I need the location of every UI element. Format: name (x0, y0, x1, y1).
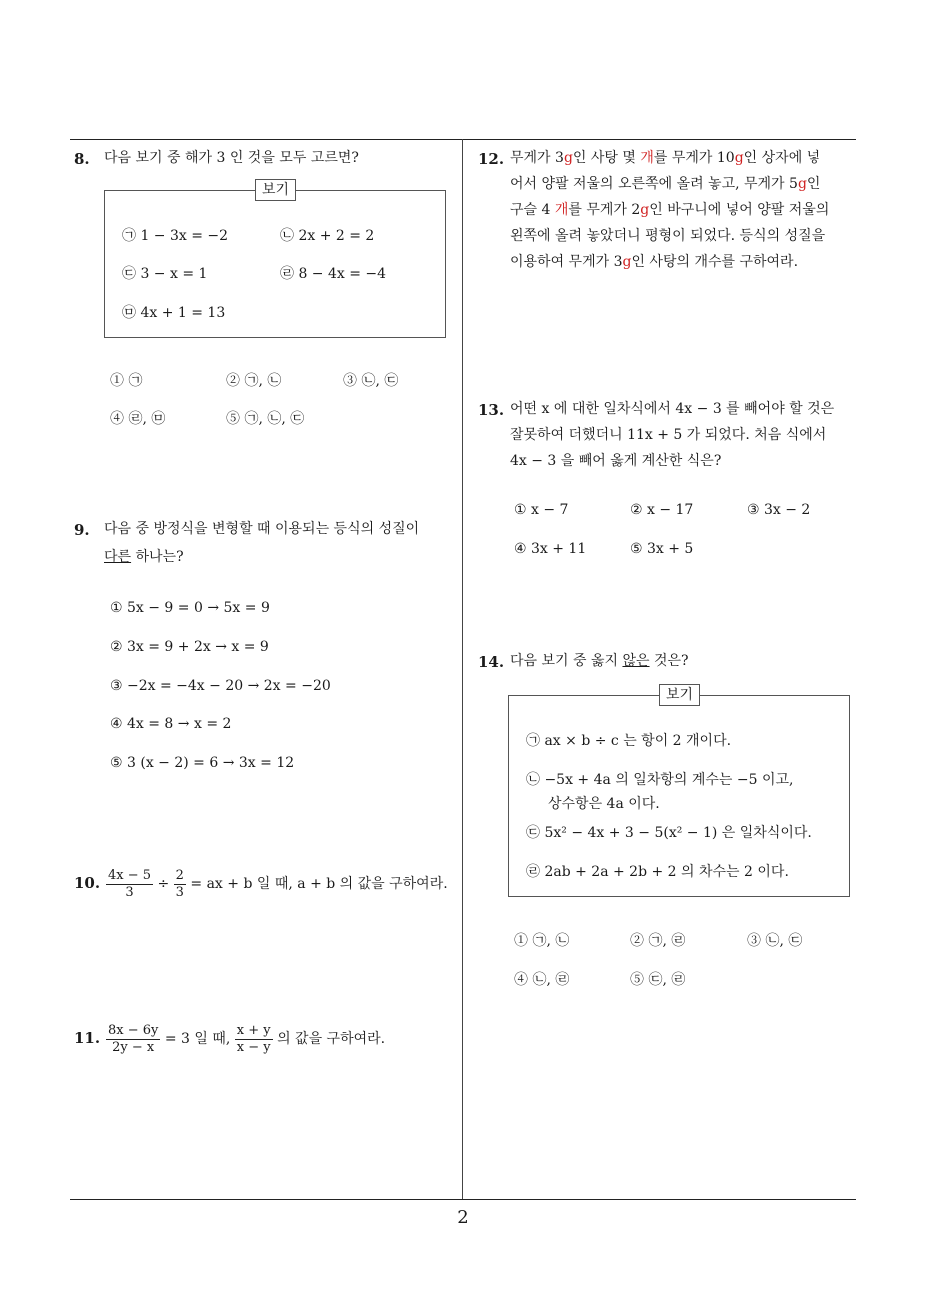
question-text: 어떤 x 에 대한 일차식에서 4x − 3 를 빼어야 할 것은 잘못하여 더했더니 11x + 5 가 되었다. 처음 식에서 4x − 3 을 빼어 옳게 계산한 식은? (510, 401, 835, 469)
question-number: 13. (478, 401, 505, 419)
answer-choice[interactable]: ④ ㉣, ㉤ (110, 411, 166, 427)
answer-choice[interactable]: ⑤ ㉠, ㉡, ㉢ (226, 411, 305, 427)
underlined-word: 않은 (622, 653, 650, 669)
question-text: 다음 보기 중 해가 3 인 것을 모두 고르면? (104, 150, 359, 166)
column-divider (462, 139, 463, 1200)
answer-choice[interactable]: ① 5x − 9 = 0 → 5x = 9 (110, 600, 270, 616)
question-number: 14. (478, 653, 505, 671)
question-text: $\frac{4x - 5}{3}$ ÷ $\frac{2}{3}$ = ax + b 일 때, a + b 의 값을 구하여라. (108, 867, 448, 900)
question-number: 10. (74, 874, 101, 892)
question-text: $\frac{8x - 6y}{2y - x}$ = 3 일 때, $\frac{x + y}{x - y}$ 의 값을 구하여라. (108, 1022, 386, 1055)
box-title: 보기 (659, 684, 700, 706)
answer-choice[interactable]: ② ㉠, ㉣ (630, 933, 686, 949)
question-number: 8. (74, 150, 90, 168)
answer-choice[interactable]: ① x − 7 (514, 502, 569, 518)
question-text-rest: 하나는? (131, 549, 184, 565)
question-text: 무게가 3g인 사탕 몇 개를 무게가 10g인 상자에 넣 어서 양팔 저울의 오른쪽에 올려 놓고, 무게가 5g인 구슬 4 개를 무게가 2g인 바구니에 넣어 양팔 저울의 왼쪽에 올려 놓았더니 평형이 되었다. 등식의 성질을 이용하여 무게가 3g인 사탕의 개수를 구하여라. (510, 150, 830, 270)
box-item: ㉠ 1 − 3x = −2 (122, 228, 229, 244)
box-title: 보기 (255, 179, 296, 201)
answer-choice[interactable]: ③ 3x − 2 (747, 502, 811, 518)
box-item: ㉤ 4x + 1 = 13 (122, 305, 226, 321)
answer-choice[interactable]: ④ 3x + 11 (514, 541, 587, 557)
answer-choice[interactable]: ③ ㉡, ㉢ (747, 933, 803, 949)
top-rule (70, 139, 856, 140)
question-text: 다음 보기 중 옳지 않은 것은? (510, 653, 689, 669)
box-item: ㉣ 8 − 4x = −4 (280, 266, 387, 282)
question-number: 12. (478, 150, 505, 168)
answer-choice[interactable]: ② 3x = 9 + 2x → x = 9 (110, 639, 269, 655)
box-item: ㉡ −5x + 4a 의 일차항의 계수는 −5 이고, (526, 772, 794, 788)
question-text: 다음 중 방정식을 변형할 때 이용되는 등식의 성질이 (104, 521, 420, 537)
answer-choice[interactable]: ⑤ 3x + 5 (630, 541, 694, 557)
answer-choice[interactable]: ① ㉠, ㉡ (514, 933, 570, 949)
answer-choice[interactable]: ⑤ ㉢, ㉣ (630, 972, 686, 988)
box-item: ㉡ 2x + 2 = 2 (280, 228, 375, 244)
page-number: 2 (457, 1207, 469, 1228)
box-item: ㉠ ax × b ÷ c 는 항이 2 개이다. (526, 733, 732, 749)
box-item-continued: 상수항은 4a 이다. (548, 796, 660, 812)
box-item: ㉣ 2ab + 2a + 2b + 2 의 차수는 2 이다. (526, 864, 789, 880)
fraction: $\frac{8x - 6y}{2y - x}$ (108, 1022, 159, 1055)
fraction: $\frac{2}{3}$ (175, 867, 184, 900)
answer-choice[interactable]: ③ ㉡, ㉢ (343, 373, 399, 389)
fraction: $\frac{4x - 5}{3}$ (108, 867, 152, 900)
bottom-rule (70, 1199, 856, 1200)
answer-choice[interactable]: ④ ㉡, ㉣ (514, 972, 570, 988)
answer-choice[interactable]: ② x − 17 (630, 502, 694, 518)
answer-choice[interactable]: ④ 4x = 8 → x = 2 (110, 716, 232, 732)
answer-choice[interactable]: ⑤ 3 (x − 2) = 6 → 3x = 12 (110, 755, 295, 771)
question-text-line2 (104, 544, 184, 570)
question-number: 11. (74, 1029, 101, 1047)
underlined-word: 다른 (104, 549, 132, 565)
answer-choice[interactable]: ③ −2x = −4x − 20 → 2x = −20 (110, 678, 331, 694)
fraction: $\frac{x + y}{x - y}$ (236, 1022, 271, 1055)
box-item: ㉢ 3 − x = 1 (122, 266, 208, 282)
answer-choice[interactable]: ① ㉠ (110, 373, 143, 389)
question-number: 9. (74, 521, 90, 539)
box-item: ㉢ 5x² − 4x + 3 − 5(x² − 1) 은 일차식이다. (526, 825, 812, 841)
answer-choice[interactable]: ② ㉠, ㉡ (226, 373, 282, 389)
